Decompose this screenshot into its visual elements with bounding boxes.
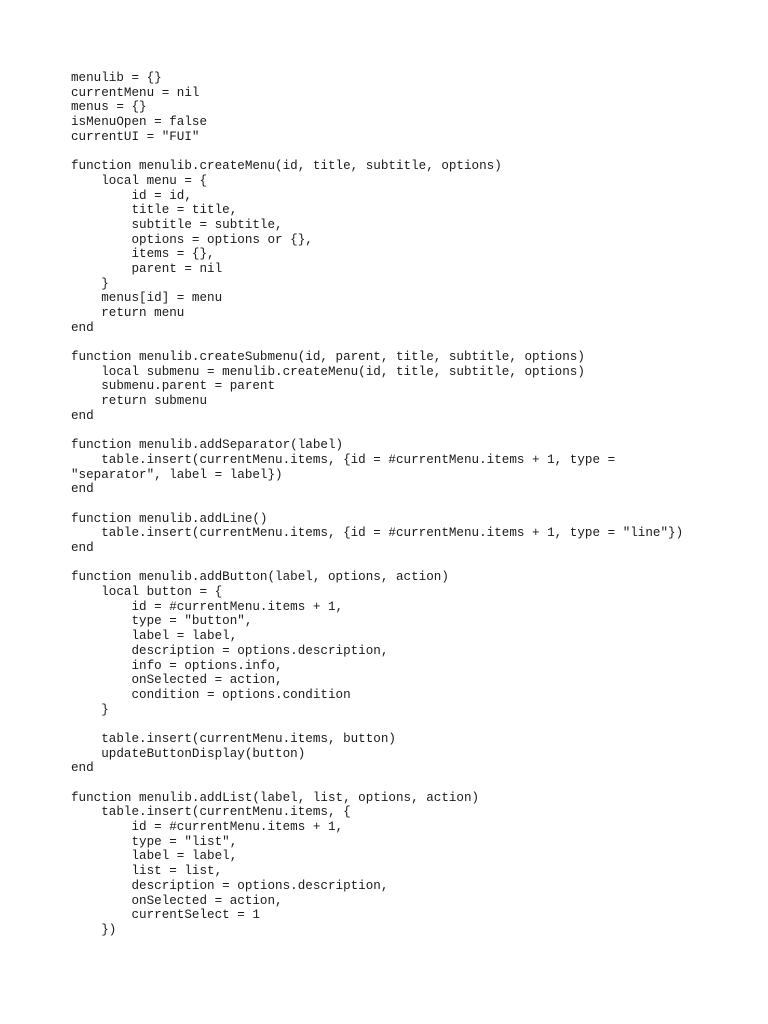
code-line xyxy=(71,717,711,732)
code-line: table.insert(currentMenu.items, { xyxy=(71,805,351,820)
code-line: local menu = { xyxy=(71,173,208,188)
code-line: description = options.description, xyxy=(71,878,389,893)
code-line: menulib = {} xyxy=(71,71,162,85)
code-line: label = label, xyxy=(71,849,238,864)
code-line: end xyxy=(71,320,94,335)
code-line: } xyxy=(71,276,109,291)
code-line: menus[id] = menu xyxy=(71,291,223,306)
code-line: label = label, xyxy=(71,629,238,644)
code-line: submenu.parent = parent xyxy=(71,379,276,394)
code-line xyxy=(71,497,711,512)
code-line: table.insert(currentMenu.items, button) xyxy=(71,731,396,746)
code-line: id = id, xyxy=(71,188,192,203)
code-line: function menulib.addButton(label, options, action) xyxy=(71,570,449,585)
code-line: updateButtonDisplay(button) xyxy=(71,746,306,761)
code-line: end xyxy=(71,541,94,555)
code-line: onSelected = action, xyxy=(71,673,283,688)
code-line: local button = { xyxy=(71,585,223,600)
code-line: "separator", label = label}) xyxy=(71,467,283,482)
code-line: type = "list", xyxy=(71,834,238,849)
code-line: local submenu = menulib.createMenu(id, title, subtitle, options) xyxy=(71,364,585,379)
code-line: function menulib.addLine() xyxy=(71,511,268,526)
code-line: title = title, xyxy=(71,203,238,218)
code-line: return submenu xyxy=(71,394,208,409)
code-line: }) xyxy=(71,922,117,937)
code-line: end xyxy=(71,761,94,776)
code-line: parent = nil xyxy=(71,261,223,276)
code-line: currentUI = "FUI" xyxy=(71,129,200,144)
code-line: isMenuOpen = false xyxy=(71,115,208,130)
code-line: end xyxy=(71,482,94,497)
code-line: options = options or {}, xyxy=(71,232,313,247)
code-line: type = "button", xyxy=(71,614,253,629)
code-block xyxy=(71,71,711,938)
code-line: function menulib.addSeparator(label) xyxy=(71,438,344,453)
code-line xyxy=(71,144,711,159)
code-line: list = list, xyxy=(71,864,223,879)
code-line: subtitle = subtitle, xyxy=(71,217,283,232)
code-line: } xyxy=(71,702,109,717)
code-line xyxy=(71,556,711,571)
code-line xyxy=(71,335,711,350)
code-line xyxy=(71,776,711,791)
code-line: table.insert(currentMenu.items, {id = #currentMenu.items + 1, type = "line"}) xyxy=(71,526,684,541)
code-line: return menu xyxy=(71,306,185,320)
code-line: id = #currentMenu.items + 1, xyxy=(71,599,344,614)
code-line: condition = options.condition xyxy=(71,687,351,702)
code-line: info = options.info, xyxy=(71,658,283,673)
code-line: function menulib.createSubmenu(id, parent, title, subtitle, options) xyxy=(71,350,585,365)
code-line: currentSelect = 1 xyxy=(71,908,260,923)
code-line: table.insert(currentMenu.items, {id = #currentMenu.items + 1, type = xyxy=(71,452,616,467)
code-line: onSelected = action, xyxy=(71,893,283,908)
code-line: currentMenu = nil xyxy=(71,85,200,100)
code-line: menus = {} xyxy=(71,100,147,115)
code-line: id = #currentMenu.items + 1, xyxy=(71,820,344,835)
code-line: end xyxy=(71,408,94,423)
code-line: items = {}, xyxy=(71,247,215,262)
code-line xyxy=(71,424,711,439)
code-line: description = options.description, xyxy=(71,643,389,658)
code-line: function menulib.addList(label, list, options, action) xyxy=(71,790,480,805)
code-line: function menulib.createMenu(id, title, subtitle, options) xyxy=(71,159,502,174)
